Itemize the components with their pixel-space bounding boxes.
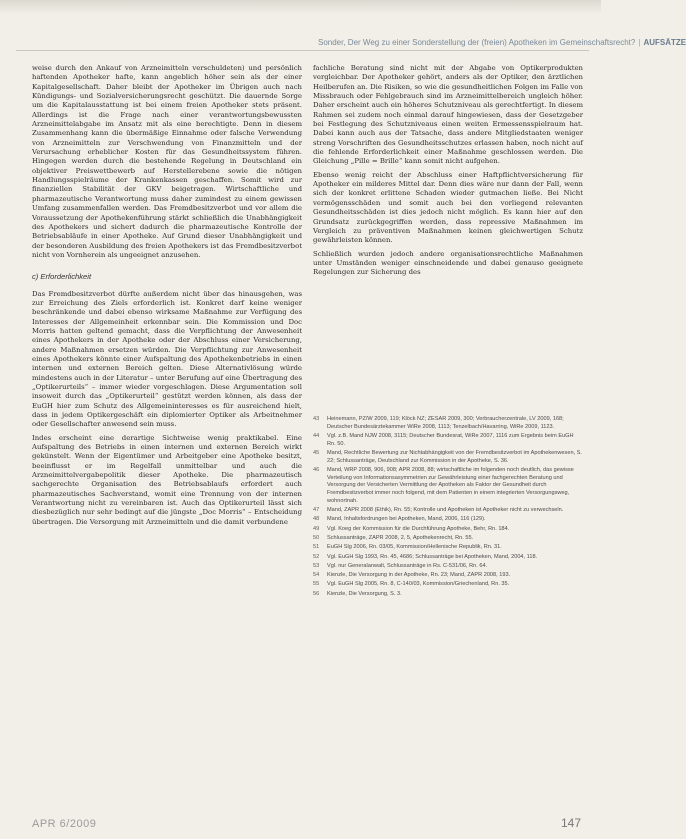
footnote-text: Heinemann, PZ/W 2009, 119; Klöck NZ; ZESAR 2009, 300; Verbraucherzentrale, LV 2009, 168; Deutscher Bundesärztekammer WiRe 2008, 1113; Tenzelbach/Havarring, WiRe 2009, 1123. bbox=[327, 416, 564, 430]
footnote-number: 46 bbox=[313, 467, 320, 473]
footnote-text: Kienzle, Die Versorgung, S. 3. bbox=[327, 590, 402, 597]
footnote bbox=[313, 507, 583, 515]
footnotes bbox=[313, 416, 583, 806]
journal-issue: APR 6/2009 bbox=[32, 818, 97, 830]
body-paragraph: Indes erscheint eine derartige Sichtweise wenig praktikabel. Eine Aufspaltung des Betriebs in einen internen und externen Bereich wirkt gekünstelt. Wenn der Eigentümer und Arbeitgeber eine Apotheke besitzt, beeinflusst er im Regelfall unmittelbar und auch die Arzneimittelvergabepolitik dieser Apotheke. Die pharmazeutisch sachgerechte Organisation des Betriebsablaufs erfordert auch pharmazeutisches Sachverstand, womit eine Trennung von der internen Verantwortung nicht zu vereinbaren ist. Auch das Optikerurteil lässt sich diesbezüglich nur sehr bedingt auf die jüngste „Doc Morris“ – Entscheidung übertragen. Die Versorgung mit Arzneimitteln und die damit verbundene bbox=[32, 433, 302, 526]
footnote bbox=[313, 554, 583, 562]
body-paragraph: Schließlich wurden jedoch andere organisationsrechtliche Maßnahmen unter Umständen weniger einschneidende und dabei genauso geeignete Regelungen zur Sicherung des bbox=[313, 249, 583, 277]
right-column bbox=[313, 64, 583, 412]
body-paragraph: weise durch den Ankauf von Arzneimitteln verschuldeten) und persönlich haftenden Apotheker hafte, kann angeblich höher sein als der einer Kapitalgesellschaft. Daher bleibt der Apotheker im Übrigen auch nach Kündigungs- und Sozialversicherungsrecht geschützt. Die dauernde Sorge um die Kapitalausstattung ist bei einem freien Apotheker stets präsent. Allerdings ist die Frage nach einer verantwortungsbewussten Arzneimittelabgabe im Ansatz mit als eine berechtigte. Denn in diesem Zusammenhang kann die übermäßige Einnahme oder falsche Verwendung von Arzneimitteln zur Verschwendung von Finanzmitteln und der Verursachung erheblicher Kosten für das Gesundheitssystem führen. Hingegen werden durch die bestehende Regelung in Deutschland ein objektiver Preiswettbewerb auf Herstellerebene sowie die nötigen Handlungsspielräume der Krankenkassen geschaffen. Somit wird zur finanziellen Stabilität der GKV beigetragen. Wirtschaftliche und pharmazeutische Verantwortung muss daher zumindest zu einem gewissen Umfang zusammenfallen werden. Das Fremdbesitzverbot und vor allem die Voraussetzung der Apothekenführung stärkt schließlich die Unabhängigkeit des Apothekers und sichert dadurch die pharmazeutische Kontrolle der Betriebsabläufe in einer Apotheke. Auf Grund dieser Unabhängigkeit und der besonderen Ausbildung des freien Apothekers ist das Fremdbesitzverbot nicht von Vornherein als ungeeignet anzusehen. bbox=[32, 64, 302, 259]
footnote-number: 50 bbox=[313, 535, 320, 541]
page-number: 147 bbox=[560, 816, 581, 830]
footnote bbox=[313, 526, 583, 534]
footnote bbox=[313, 591, 583, 599]
footnote-text: Mand, Inhaltsfordrungen bei Apotheken, Mand, 2006, 116 (129). bbox=[327, 516, 486, 523]
footnote-text: Mand, WRP 2008, 906, 908; APR 2008, 88; wirtschaftliche im folgenden noch deutlich, das gewisse Verteilung von Informationsasymmetrien zur Gewährleistung einer fachgerechten Beratung und Versorgung der Versicherten Vermittlung der Apotheken als Faktor der Gesundheit durch Fremdbesitzverbot immer noch folgend, mit dem Patienten in einem integrierten Versorgungsweg, wohnortnah. bbox=[327, 467, 574, 504]
footnote-text: EuGH Slg 2006, Rn. 03/05, Kommission/Hellenische Republik, Rn. 31. bbox=[327, 544, 502, 551]
footnote-text: Vgl. nur Generalanwalt, Schlussanträge in Rs. C-531/06, Rn. 64. bbox=[327, 562, 488, 569]
footnote-number: 53 bbox=[313, 562, 320, 569]
footnote-text: Mand, Rechtliche Bewertung zur Nichtabhängigkeit von der Fremdbesitzverbot im Apothekenwesen, S. 22; Schlussanträge, Deutschland zur Kommission in der Apotheke, S. 36. bbox=[327, 450, 582, 464]
footnote-text: Mand, ZAPR 2008 (Ethik), Rn. 55; Kontrolle und Apotheken ist Apotheker nicht zu verwechseln. bbox=[327, 507, 564, 514]
footnote-number: 44 bbox=[313, 433, 320, 439]
footnote-number: 48 bbox=[313, 516, 320, 523]
header-rule bbox=[16, 50, 589, 51]
footnote-number: 54 bbox=[313, 572, 320, 579]
footnote-number: 55 bbox=[313, 581, 320, 588]
footnote bbox=[313, 450, 583, 465]
footnote-number: 51 bbox=[313, 544, 320, 551]
footnote bbox=[313, 433, 583, 448]
top-edge-shadow bbox=[0, 0, 601, 14]
body-paragraph: Das Fremdbesitzverbot dürfte außerdem nicht über das hinausgehen, was zur Erreichung des Ziels erforderlich ist. Konkret darf keine weniger beschränkende und dabei ebenso wirksame Maßnahme zur Verfügung des Interesses der Allgemeinheit erkennbar sein. Die Kommission und Doc Morris hatten geltend gemacht, dass die Verpflichtung der Anwesenheit eines Apothekers in der Apotheke oder der Abschluss einer Versicherung, andere Maßnahmen ersetzen würden. Die Verpflichtung zur Anwesenheit eines Apothekers könnte einer Aufspaltung des Apothekenbetriebs in einen internen und externen Bereich gelten. Diese Alternativlösung würde mindestens auch in der Literatur – unter Berufung auf eine Übertragung des „Optikerurteils“ – immer wieder vorgeschlagen. Diese Argumentation soll insoweit durch das „Optikerurteil“ gestützt werden können, als dass der EuGH hier zum Schutz des Allgemeininteresses es für ausreichend hielt, dass in jedem Optikergeschäft ein diplomierter Optiker als Arbeitnehmer oder Gesellschafter anwesend sein muss. bbox=[32, 289, 302, 429]
section-label: AUFSÄTZE bbox=[643, 38, 686, 47]
footnote-text: Schlussanträge, ZAPR 2008, 2, 5, Apothekenrecht, Rn. 55. bbox=[327, 535, 474, 541]
footnote-number: 43 bbox=[313, 416, 320, 422]
footnote-text: Kienzle, Die Versorgung in der Apotheke, Rn. 23; Mand, ZAPR 2008, 193. bbox=[327, 572, 511, 579]
footnote-number: 49 bbox=[313, 525, 320, 532]
footnote bbox=[313, 467, 583, 506]
footnote-number: 52 bbox=[313, 553, 320, 560]
body-paragraph: Ebenso wenig reicht der Abschluss einer Haftpflichtversicherung für Apotheker ein milderes Mittel dar. Denn dies wäre nur dann der Fall, wenn sich der konkret erlittene Schaden wieder gutmachen ließe. Bei Nicht vermögensschäden und somit auch bei den vorliegend relevanten Gesundheitsschäden ist dies jedoch nicht möglich. Es kann hier auf den Grundsatz zurückgegriffen werden, dass repressive Maßnahmen im Vergleich zu präventiven Maßnahmen keinen gleichwertigen Schutz gewährleisten können. bbox=[313, 170, 583, 245]
header-separator: | bbox=[638, 38, 641, 47]
footnote-text: Vgl. EuGH Slg 1993, Rn. 45, 4686; Schlussanträge bei Apotheken, Mand, 2004, 118. bbox=[327, 553, 538, 560]
footnote bbox=[313, 516, 583, 524]
footnote bbox=[313, 544, 583, 552]
footnote bbox=[313, 581, 583, 589]
footnote-text: Vgl. EuGH Slg 2005, Rn. 8, C-140/03, Kommission/Griechenland, Rn. 35. bbox=[327, 581, 510, 588]
footnote bbox=[313, 535, 583, 543]
running-title: Sonder, Der Weg zu einer Sonderstellung der (freien) Apotheken im Gemeinschaftsrecht? bbox=[318, 38, 636, 47]
footnote-number: 47 bbox=[313, 507, 320, 514]
subheading: c) Erforderlichkeit bbox=[32, 272, 92, 282]
footnote-text: Vgl. z.B. Mand NJW 2008, 3115; Deutscher Bundesrat, WiRe 2007, 1116 zum Ergebnis beim EuGH Rn. 50. bbox=[327, 433, 574, 447]
footnote bbox=[313, 563, 583, 571]
footnote bbox=[313, 572, 583, 580]
left-column bbox=[32, 64, 302, 764]
body-paragraph: fachliche Beratung sind nicht mit der Abgabe von Optikerprodukten vergleichbar. Der Apotheker gehört, anders als der Optiker, den ärztlichen Heilberufen an. Die Risiken, so wie die gesundheitlichen Folgen im Falle von Missbrauch oder Fehlgebrauch sind im Arzneimittelbereich ungleich höher. Daher erscheint auch ein höheres Schutzniveau als gerechtfertigt. In diesem Rahmen sei zudem noch einmal darauf hingewiesen, dass der Gesetzgeber bei Festlegung des Schutzniveaus einen weiten Ermessensspielraum hat. Dabei kann auch aus der Tatsache, dass andere Mitgliedstaaten weniger streng Vorschriften des Gesundheitsschutzes erlassen haben, noch nicht auf die fehlende Erforderlichkeit einer Maßnahme geschlossen werden. Die Gleichung „Pille = Brille“ kann somit nicht aufgehen. bbox=[313, 64, 583, 166]
footnote-number: 56 bbox=[313, 590, 320, 597]
running-header bbox=[318, 38, 686, 47]
footnote-number: 45 bbox=[313, 450, 320, 456]
footnote-text: Vgl. Koeg der Kommission für die Durchführung Apotheke, Behr, Rn. 184. bbox=[327, 525, 510, 532]
footnote bbox=[313, 416, 583, 431]
